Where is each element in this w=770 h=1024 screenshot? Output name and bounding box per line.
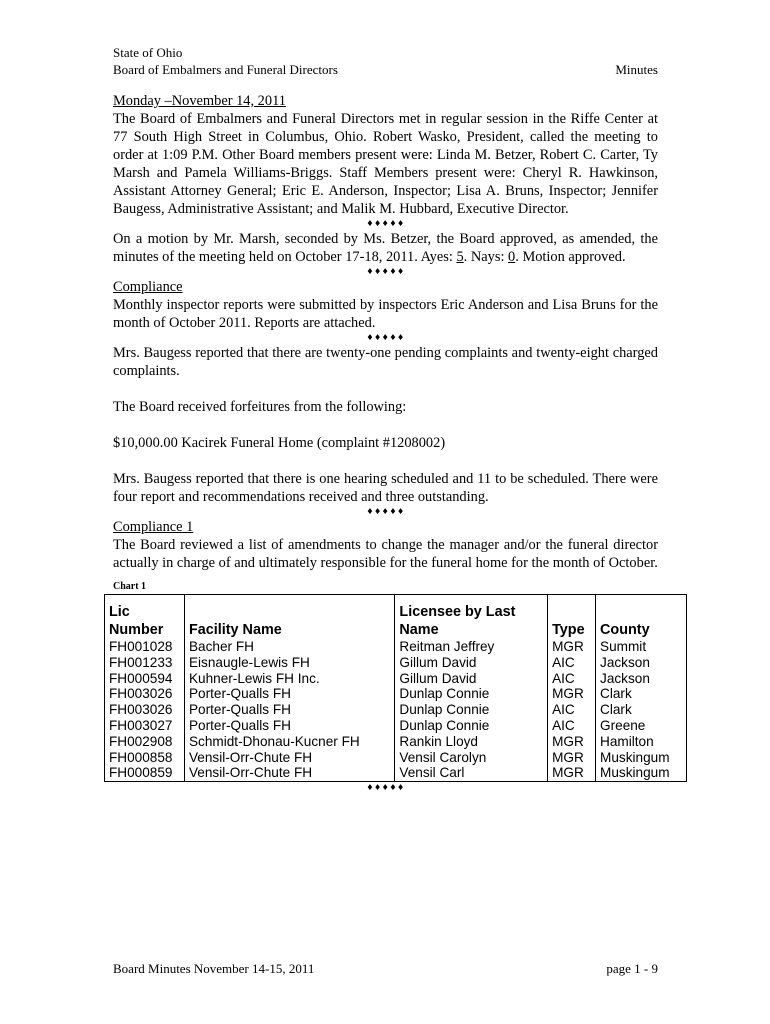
type-cell: AIC [548,655,596,671]
lic-number-cell: FH002908 [105,734,185,750]
lic-number-cell: FH000858 [105,750,185,766]
licensee-cell: Reitman Jeffrey [395,639,548,655]
type-cell: AIC [548,671,596,687]
lic-number-cell: FH000859 [105,765,185,781]
col-licensee [395,595,548,640]
type-cell: MGR [548,639,596,655]
facility-cell: Eisnaugle-Lewis FH [184,655,394,671]
county-cell: Muskingum [596,750,687,766]
motion-mid: . Nays: [463,249,509,265]
session-paragraph: The Board of Embalmers and Funeral Directors met in regular session in the Riffe Center at 77 South High Street in Columbus, Ohio. Robert Wasko, President, called the meeting to order at 1:09 P.M. Other Board members present were: Linda M. Betzer, Robert C. Carter, Ty Marsh and Pamela Williams-Briggs. Staff Members present were: Cheryl R. Hawkinson, Assistant Attorney General; Eric E. Anderson, Inspector; Lisa A. Bruns, Inspector; Jennifer Baugess, Administrative Assistant; and Malik M. Hubbard, Executive Director. [113,111,658,217]
lic-number-cell: FH003026 [105,702,185,718]
type-cell: AIC [548,702,596,718]
licensee-cell: Gillum David [395,655,548,671]
separator: ♦♦♦♦♦ [366,219,405,228]
chart-label: Chart 1 [113,581,147,592]
nays-count: 0 [508,249,516,265]
facility-cell: Kuhner-Lewis FH Inc. [184,671,394,687]
county-cell: Greene [596,718,687,734]
table-row [105,686,687,702]
header-minutes: Minutes [615,62,658,77]
county-cell: Jackson [596,671,687,687]
county-cell: Hamilton [596,734,687,750]
type-cell: MGR [548,734,596,750]
lic-number-cell: FH003026 [105,686,185,702]
table-row [105,718,687,734]
facility-cell: Porter-Qualls FH [184,718,394,734]
ayes-count: 5 [456,249,464,265]
document-header [113,44,658,78]
table-row [105,765,687,781]
header-number: Number [109,622,164,638]
forfeitures-intro: The Board received forfeitures from the following: [113,399,407,415]
table-row [105,639,687,655]
lic-number-cell: FH001028 [105,639,185,655]
county-cell: Clark [596,686,687,702]
licensee-cell: Dunlap Connie [395,718,548,734]
county-cell: Muskingum [596,765,687,781]
page-number: page 1 - 9 [606,961,658,976]
motion-end: . Motion approved. [515,249,626,265]
hearings-paragraph: Mrs. Baugess reported that there is one hearing scheduled and 11 to be scheduled. There were four report and recommendations received and three outstanding. [113,471,658,505]
motion-text: On a motion by Mr. Marsh, seconded by Ms. Betzer, the Board approved, as amended, the minutes of the meeting held on October 17-18, 2011. Ayes: [113,231,658,265]
table-row [105,734,687,750]
header-state: State of Ohio [113,45,183,60]
table-row [105,702,687,718]
facility-cell: Vensil-Orr-Chute FH [184,750,394,766]
header-name: Name [399,622,439,638]
separator: ♦♦♦♦♦ [366,507,405,516]
header-licensee: Licensee by Last [399,604,516,620]
meeting-date-heading: Monday –November 14, 2011 [113,93,286,109]
county-cell: Summit [596,639,687,655]
facility-cell: Vensil-Orr-Chute FH [184,765,394,781]
county-cell: Jackson [596,655,687,671]
table-row [105,655,687,671]
header-lic: Lic [109,604,130,620]
county-cell: Clark [596,702,687,718]
licensee-cell: Vensil Carl [395,765,548,781]
type-cell: MGR [548,765,596,781]
col-facility-name: Facility Name [184,595,394,640]
forfeiture-item: $10,000.00 Kacirek Funeral Home (complaint #1208002) [113,435,446,451]
facility-cell: Porter-Qualls FH [184,686,394,702]
inspector-reports-paragraph: Monthly inspector reports were submitted by inspectors Eric Anderson and Lisa Bruns for the month of October 2011. Reports are attached. [113,297,658,331]
licensee-cell: Gillum David [395,671,548,687]
separator: ♦♦♦♦♦ [366,783,405,793]
licensee-cell: Rankin Lloyd [395,734,548,750]
facility-cell: Bacher FH [184,639,394,655]
col-lic-number [105,595,185,640]
licensee-cell: Dunlap Connie [395,686,548,702]
table-row [105,671,687,687]
facility-cell: Porter-Qualls FH [184,702,394,718]
lic-number-cell: FH003027 [105,718,185,734]
table-header-row [105,595,687,640]
amendments-table [104,594,687,782]
compliance1-heading: Compliance 1 [113,519,194,535]
lic-number-cell: FH000594 [105,671,185,687]
licensee-cell: Vensil Carolyn [395,750,548,766]
type-cell: MGR [548,750,596,766]
col-type: Type [548,595,596,640]
table-body [105,639,687,782]
separator: ♦♦♦♦♦ [366,333,405,342]
facility-cell: Schmidt-Dhonau-Kucner FH [184,734,394,750]
lic-number-cell: FH001233 [105,655,185,671]
header-board: Board of Embalmers and Funeral Directors [113,62,338,77]
type-cell: AIC [548,718,596,734]
complaints-paragraph: Mrs. Baugess reported that there are twenty-one pending complaints and twenty-eight charged complaints. [113,345,658,379]
type-cell: MGR [548,686,596,702]
compliance-heading: Compliance [113,279,183,295]
table-row [105,750,687,766]
page-footer [113,961,658,977]
col-county: County [596,595,687,640]
footer-title: Board Minutes November 14-15, 2011 [113,961,315,976]
page-content [109,44,670,794]
licensee-cell: Dunlap Connie [395,702,548,718]
separator: ♦♦♦♦♦ [366,267,405,276]
motion-paragraph [113,230,658,266]
compliance1-paragraph: The Board reviewed a list of amendments to change the manager and/or the funeral director actually in charge of and ultimately responsible for the funeral home for the month of October. [113,537,658,571]
